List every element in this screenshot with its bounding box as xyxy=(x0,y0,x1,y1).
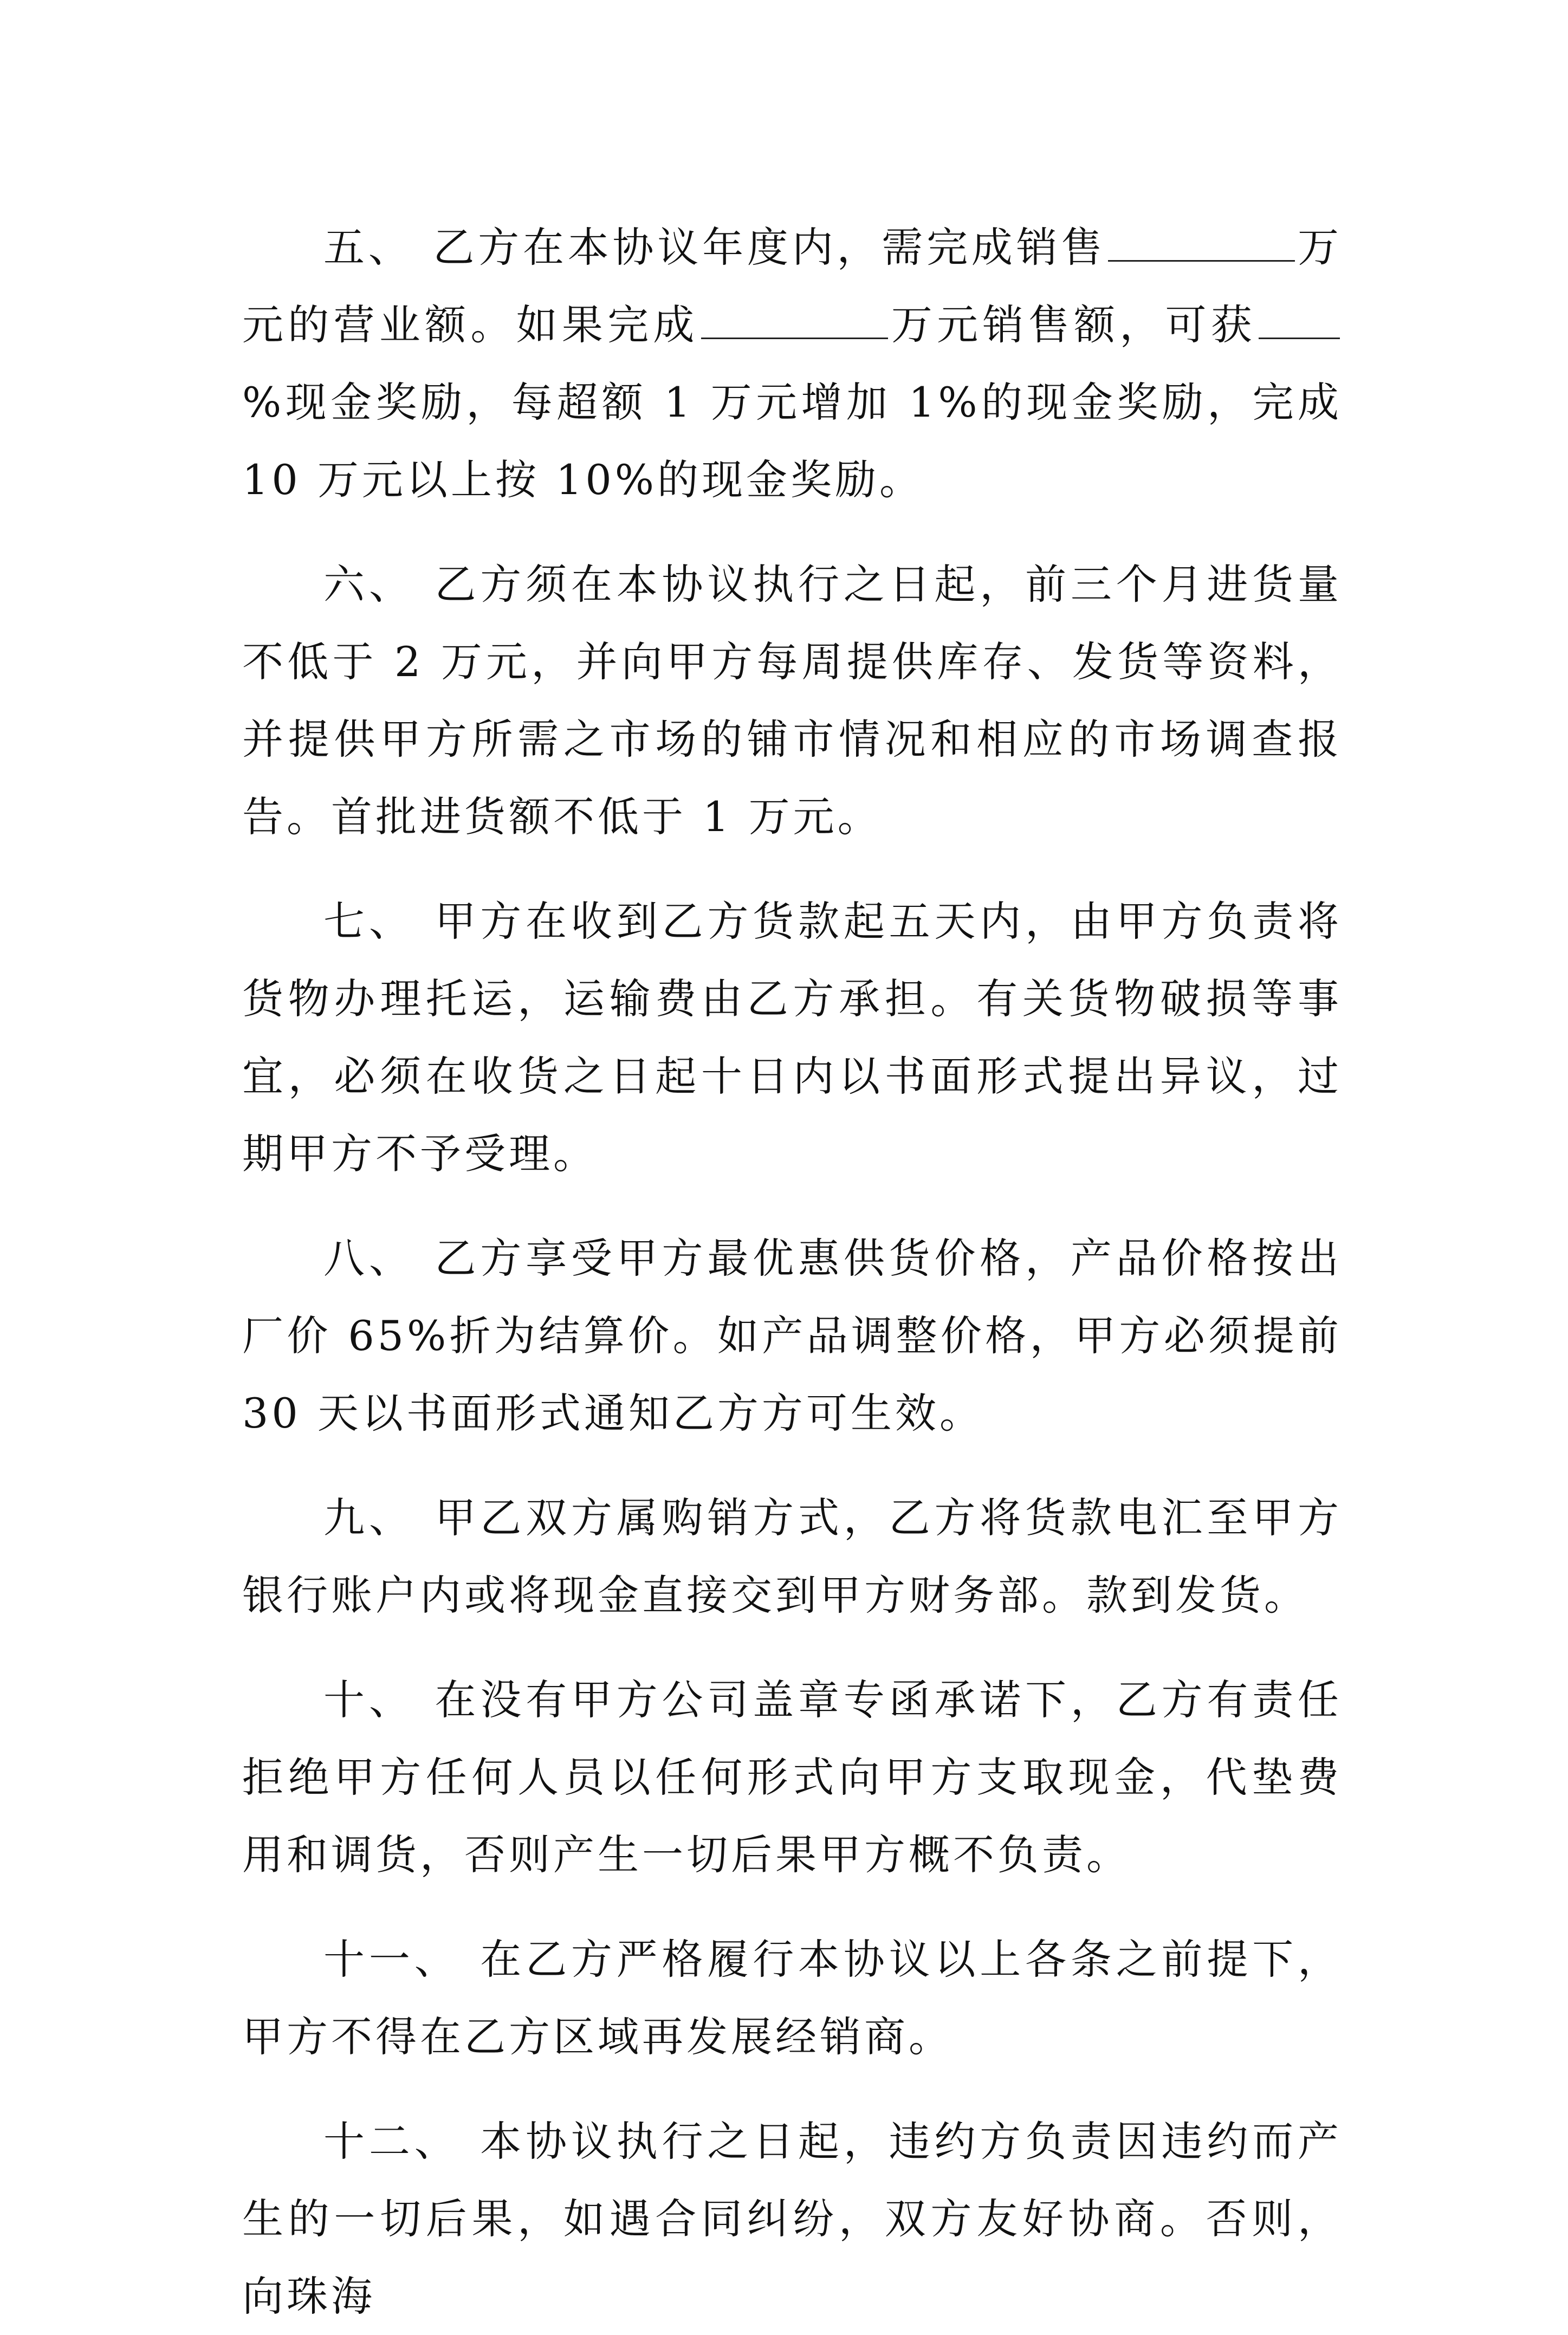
clause-number: 五、 xyxy=(323,223,413,271)
clause-text: 乙方享受甲方最优惠供货价格，产品价格按出厂价 65%折为结算价。如产品调整价格，甲方必须提前 30 天以书面形式通知乙方方可生效。 xyxy=(242,1234,1343,1437)
completion-amount-blank[interactable] xyxy=(701,300,888,339)
clause-text: 万元的营业额。如果完成 xyxy=(242,223,1343,349)
clause-number: 六、 xyxy=(323,560,414,608)
clause-8 xyxy=(242,1220,1342,1452)
clause-number: 八、 xyxy=(323,1234,414,1282)
clause-text: 乙方须在本协议执行之日起，前三个月进货量不低于 2 万元，并向甲方每周提供库存、发货等资料，并提供甲方所需之市场的铺市情况和相应的市场调查报告。首批进货额不低于 1 万元。 xyxy=(242,560,1343,841)
clause-text: 在乙方严格履行本协议以上各条之前提下，甲方不得在乙方区域再发展经销商。 xyxy=(242,1935,1343,2061)
clause-9 xyxy=(242,1479,1342,1634)
clause-number: 七、 xyxy=(323,897,414,945)
sales-target-blank[interactable] xyxy=(1108,222,1295,262)
clause-text: 甲方在收到乙方货款起五天内，由甲方负责将货物办理托运，运输费由乙方承担。有关货物破损等事宜，必须在收货之日起十日内以书面形式提出异议，过期甲方不予受理。 xyxy=(242,897,1343,1178)
clause-7 xyxy=(242,883,1342,1192)
clause-text: 万元销售额，可获 xyxy=(890,301,1257,349)
reward-percent-blank[interactable] xyxy=(1259,300,1340,339)
clause-number: 十二、 xyxy=(323,2117,460,2165)
clause-text: 甲乙双方属购销方式，乙方将货款电汇至甲方银行账户内或将现金直接交到甲方财务部。款到发货。 xyxy=(242,1494,1343,1619)
clause-10 xyxy=(242,1661,1342,1893)
clause-number: 十一、 xyxy=(323,1935,460,1983)
clause-5 xyxy=(242,209,1342,518)
agreement-body xyxy=(242,209,1342,2335)
clause-number: 十、 xyxy=(323,1676,414,1724)
clause-number: 九、 xyxy=(323,1494,414,1542)
clause-text: 乙方在本协议年度内，需完成销售 xyxy=(432,223,1106,271)
clause-text: 在没有甲方公司盖章专函承诺下，乙方有责任拒绝甲方任何人员以任何形式向甲方支取现金，代垫费用和调货，否则产生一切后果甲方概不负责。 xyxy=(242,1676,1343,1879)
clause-12 xyxy=(242,2103,1342,2335)
clause-6 xyxy=(242,546,1342,855)
clause-11 xyxy=(242,1921,1342,2075)
clause-text: 本协议执行之日起，违约方负责因违约而产生的一切后果，如遇合同纠纷，双方友好协商。否则，向珠海 xyxy=(242,2117,1343,2320)
clause-text: %现金奖励，每超额 1 万元增加 1%的现金奖励，完成 10 万元以上按 10%的现金奖励。 xyxy=(242,378,1342,504)
